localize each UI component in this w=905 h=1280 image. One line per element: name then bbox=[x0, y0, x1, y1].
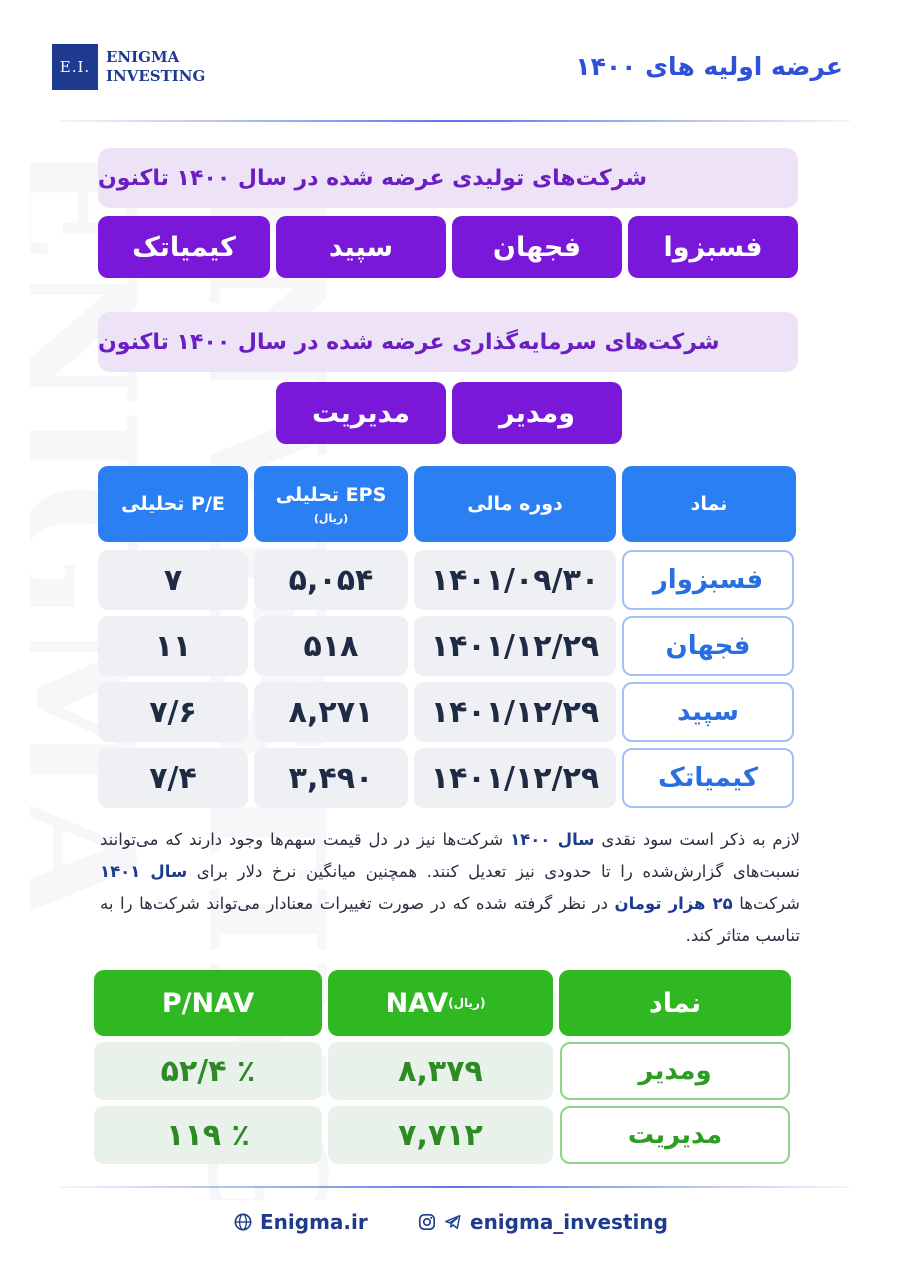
note-emphasis: سال ۱۴۰۱ bbox=[100, 862, 188, 881]
eps-value: ۳,۴۹۰ bbox=[254, 748, 408, 808]
eps-header-symbol: نماد bbox=[622, 466, 796, 542]
nav-header-unit: (ریال) bbox=[448, 996, 486, 1010]
telegram-icon bbox=[444, 1213, 462, 1231]
pnav-value: ۵۲/۴ ٪ bbox=[94, 1042, 322, 1100]
header-divider bbox=[60, 120, 850, 122]
eps-period: ۱۴۰۱/۱۲/۲۹ bbox=[414, 682, 616, 742]
footer-website[interactable] bbox=[234, 1210, 368, 1234]
nav-header-pnav: P/NAV bbox=[94, 970, 322, 1036]
logo bbox=[52, 44, 205, 90]
nav-header-label: NAV bbox=[385, 987, 449, 1019]
nav-header-nav bbox=[328, 970, 553, 1036]
eps-header-eps: EPS تحلیلی (ریال) bbox=[254, 466, 408, 542]
header bbox=[0, 0, 905, 122]
nav-symbol: مدیریت bbox=[560, 1106, 790, 1164]
investment-chip: مدیریت bbox=[276, 382, 446, 444]
logo-mark: E.I. bbox=[52, 44, 98, 90]
logo-wordmark bbox=[106, 48, 205, 86]
note-text: شرکت‌ها bbox=[732, 894, 800, 913]
pe-value: ۷ bbox=[98, 550, 248, 610]
eps-value: ۸,۲۷۱ bbox=[254, 682, 408, 742]
instagram-icon bbox=[418, 1213, 436, 1231]
investment-heading: شرکت‌های سرمایه‌گذاری عرضه شده در سال ۱۴۰۰ تاکنون bbox=[98, 329, 720, 355]
production-heading: شرکت‌های تولیدی عرضه شده در سال ۱۴۰۰ تاکنون bbox=[98, 165, 648, 191]
eps-symbol: سپید bbox=[622, 682, 794, 742]
page-title: عرضه اولیه های ۱۴۰۰ bbox=[575, 52, 843, 81]
note-text: لازم به ذکر است سود نقدی bbox=[594, 830, 801, 849]
note-text: شرکت‌ها نیز در دل قیمت سهم‌ها وجود دارند که می‌توانند نسبت‌های گزارش‌شده را تا حدودی نیز تعدیل کنند. همچنین میانگین نرخ دلار برای bbox=[100, 830, 801, 881]
logo-line-2: INVESTING bbox=[106, 67, 206, 85]
eps-header-pe: P/E تحلیلی bbox=[98, 466, 248, 542]
nav-header-symbol: نماد bbox=[559, 970, 791, 1036]
footer-divider bbox=[60, 1186, 850, 1188]
pe-value: ۷/۶ bbox=[98, 682, 248, 742]
nav-value: ۷,۷۱۲ bbox=[328, 1106, 553, 1164]
pe-value: ۱۱ bbox=[98, 616, 248, 676]
production-chip: فجهان bbox=[452, 216, 622, 278]
eps-symbol: فسبزوار bbox=[622, 550, 794, 610]
eps-symbol: فجهان bbox=[622, 616, 794, 676]
eps-value: ۵۱۸ bbox=[254, 616, 408, 676]
note-text: در نظر گرفته شده که در صورت تغییرات معنادار می‌تواند شرکت‌ها را به تناسب متاثر کند. bbox=[100, 894, 800, 945]
footer-social[interactable] bbox=[418, 1210, 668, 1234]
note-emphasis: ۲۵ هزار تومان bbox=[614, 894, 733, 913]
eps-value: ۵,۰۵۴ bbox=[254, 550, 408, 610]
social-handle[interactable]: enigma_investing bbox=[470, 1210, 668, 1234]
note-emphasis: سال ۱۴۰۰ bbox=[510, 830, 595, 849]
eps-period: ۱۴۰۱/۱۲/۲۹ bbox=[414, 748, 616, 808]
investment-heading-banner bbox=[98, 312, 798, 372]
production-chip: کیمیاتک bbox=[98, 216, 270, 278]
eps-header-period: دوره مالی bbox=[414, 466, 616, 542]
pnav-value: ۱۱۹ ٪ bbox=[94, 1106, 322, 1164]
investment-chip: ومدیر bbox=[452, 382, 622, 444]
production-heading-banner bbox=[98, 148, 798, 208]
pe-value: ۷/۴ bbox=[98, 748, 248, 808]
production-chip: سپید bbox=[276, 216, 446, 278]
eps-symbol: کیمیاتک bbox=[622, 748, 794, 808]
production-chip: فسبزوا bbox=[628, 216, 798, 278]
globe-icon bbox=[234, 1213, 252, 1231]
disclaimer-note bbox=[100, 824, 800, 952]
nav-value: ۸,۳۷۹ bbox=[328, 1042, 553, 1100]
nav-symbol: ومدیر bbox=[560, 1042, 790, 1100]
eps-period: ۱۴۰۱/۰۹/۳۰ bbox=[414, 550, 616, 610]
eps-period: ۱۴۰۱/۱۲/۲۹ bbox=[414, 616, 616, 676]
logo-line-1: ENIGMA bbox=[106, 48, 180, 66]
website-link[interactable]: Enigma.ir bbox=[260, 1210, 368, 1234]
